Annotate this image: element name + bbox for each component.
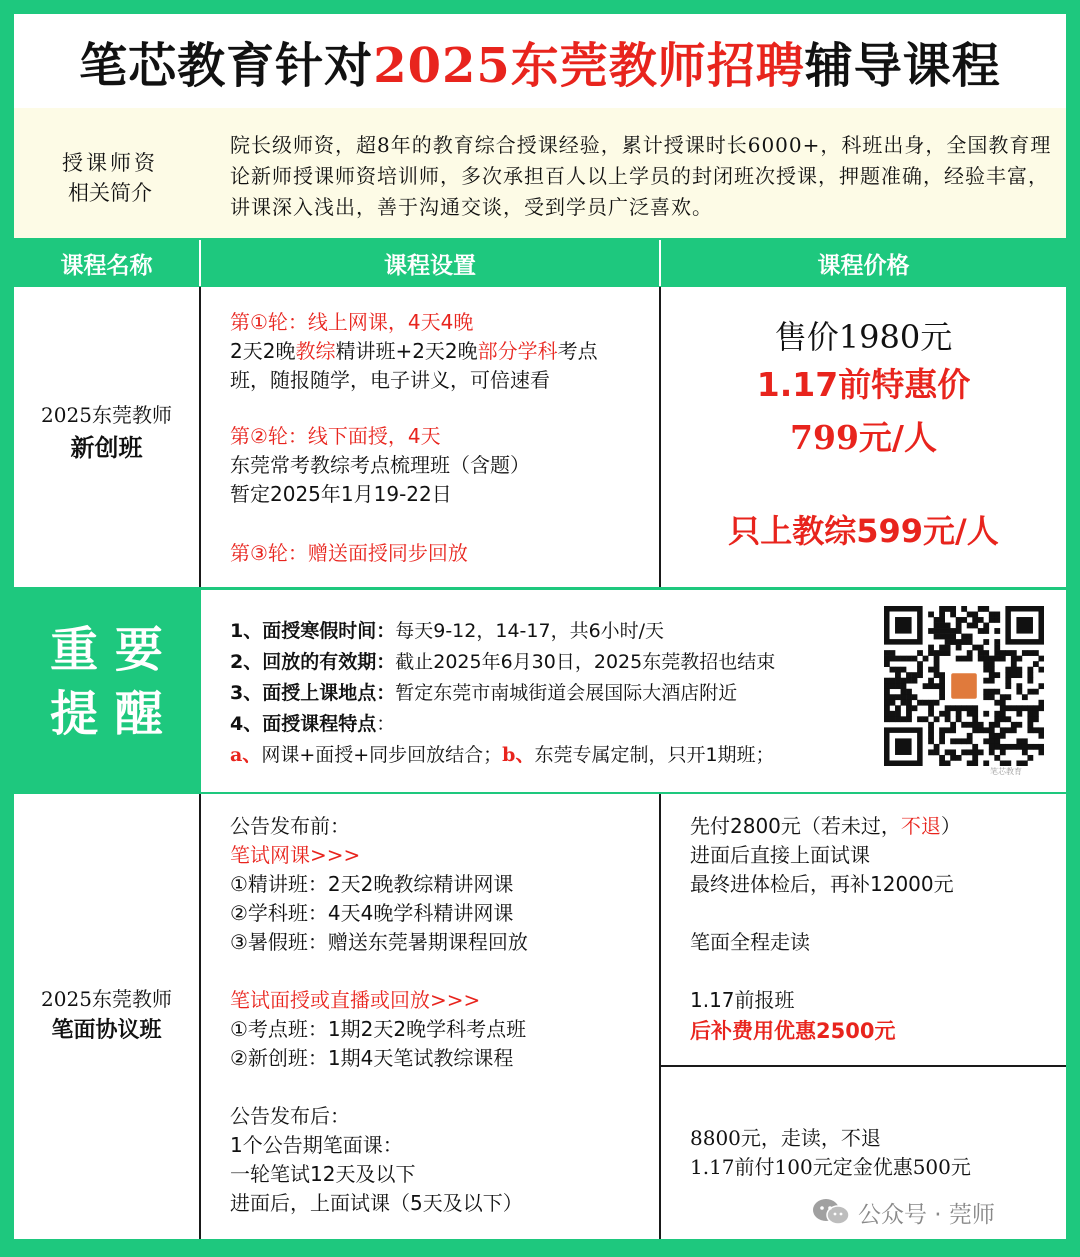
reminder-item-text: 暂定东莞市南城街道会展国际大酒店附近 [395, 682, 738, 704]
highlight: 不退 [900, 814, 941, 838]
course1-name-line1: 2025东莞教师 [41, 403, 172, 427]
feature-text: 东莞专属定制，只开1期班； [534, 744, 775, 766]
reminder-features [230, 740, 870, 771]
watermark-text: 公众号 · 莞师 [858, 1201, 995, 1228]
reminder-item-text: 截止2025年6月30日，2025东莞教招也结束 [395, 651, 776, 673]
text: 第③轮：赠送 [230, 541, 348, 565]
row-divider [659, 794, 661, 1239]
reminder-title [14, 618, 199, 746]
intro-label-line2: 相关简介 [68, 181, 152, 205]
course2-price-b [690, 1124, 1062, 1182]
highlight: 部分学科 [477, 339, 558, 363]
reminder-item-label: 1、面授寒假时间： [230, 620, 396, 642]
course2-online-item: ①精讲班：2天2晚教综精讲网课 [230, 872, 514, 896]
price-b-line: 8800元，走读，不退 [690, 1126, 881, 1150]
course1-round3 [230, 539, 655, 568]
course1-name [14, 400, 199, 466]
qr-caption: 笔芯教育 [990, 767, 1022, 776]
course1-price [661, 314, 1066, 554]
price-a-line: 最终进体检后，再补12000元 [690, 872, 954, 896]
reminder-item-text: ： [376, 713, 396, 735]
teacher-intro-label [50, 148, 170, 208]
course2-name [14, 984, 199, 1048]
text: ） [940, 814, 961, 838]
course2-price-a [690, 812, 1062, 1048]
course2-after-item: 进面后，上面试课（5天及以下） [230, 1191, 523, 1215]
price-a-line [690, 812, 1062, 841]
title-part2: 2025东莞教师招聘 [373, 37, 805, 94]
header-course-setup: 课程设置 [384, 252, 476, 279]
highlight: 教综 [295, 339, 336, 363]
header-divider [199, 240, 201, 286]
course1-price-line3: 799元/人 [790, 418, 937, 457]
course2-after: 公告发布后： [230, 1104, 350, 1128]
course2-online-item: ③暑假班：赠送东莞暑期课程回放 [230, 930, 528, 954]
title-part1: 笔芯教育针对 [79, 37, 374, 94]
reminder-title-line1: 重 要 [50, 622, 163, 678]
reminder-item-label: 2、回放的有效期： [230, 651, 396, 673]
course1-round2-line2: 暂定2025年1月19-22日 [230, 482, 452, 506]
feature-label: a、 [230, 744, 262, 766]
reminder-item [230, 678, 870, 709]
text: 先付2800元（若未过， [690, 814, 901, 838]
course2-setup [230, 812, 655, 1218]
text: 精讲班+2天2晚 [335, 339, 478, 363]
course1-name-line2: 新创班 [70, 434, 143, 462]
wechat-icon [812, 1197, 850, 1227]
price-a-highlight: 后补费用优惠2500元 [690, 1019, 896, 1043]
reminder-item [230, 647, 870, 678]
qr-code [884, 606, 1044, 766]
feature-label: b、 [502, 744, 535, 766]
course2-after-item: 1个公告期笔面课： [230, 1133, 403, 1157]
header-course-name: 课程名称 [60, 252, 153, 279]
intro-label-line1: 授课师资 [62, 151, 158, 175]
course1-price-line4: 只上教综599元/人 [728, 512, 999, 550]
watermark [812, 1196, 995, 1228]
text: 考点 [557, 339, 598, 363]
course2-after-item: 一轮笔试12天及以下 [230, 1162, 416, 1186]
highlight: 面授同步回放 [347, 541, 468, 565]
course2-online-title: 笔试网课>>> [230, 843, 361, 867]
course2-offline-item: ①考点班：1期2天2晚学科考点班 [230, 1017, 527, 1041]
header-divider [659, 240, 661, 286]
row-divider [199, 794, 201, 1239]
course2-name-line1: 2025东莞教师 [41, 987, 172, 1011]
course2-online-item: ②学科班：4天4晚学科精讲网课 [230, 901, 514, 925]
reminder-list [230, 616, 870, 771]
course1-price-line2: 1.17前特惠价 [756, 365, 971, 404]
course1-round1-title: 第①轮：线上网课，4天4晚 [230, 310, 474, 334]
price-a-line: 笔面全程走读 [690, 930, 810, 954]
reminder-item-label: 4、面授课程特点 [230, 713, 377, 735]
course1-round2-line1: 东莞常考教综考点梳理班（含题） [230, 453, 530, 477]
reminder-item [230, 709, 870, 740]
price-a-line: 进面后直接上面试课 [690, 843, 870, 867]
row-divider [199, 287, 201, 587]
reminder-item-label: 3、面授上课地点： [230, 682, 396, 704]
feature-text: 网课+面授+同步回放结合； [261, 744, 503, 766]
reminder-item [230, 616, 870, 647]
text: 2天2晚 [230, 339, 296, 363]
title-part3: 辅导课程 [804, 37, 1001, 94]
qr-code-graphic [884, 606, 1044, 766]
course1-round2-title: 第②轮：线下面授，4天 [230, 424, 441, 448]
course1-round1-line2: 班，随报随学，电子讲义，可倍速看 [230, 368, 550, 392]
price-a-line: 1.17前报班 [690, 988, 795, 1012]
price-b-line: 1.17前付100元定金优惠500元 [690, 1155, 971, 1179]
price-divider [661, 1065, 1066, 1067]
reminder-item-text: 每天9-12，14-17，共6小时/天 [395, 620, 665, 642]
course1-round1-line1 [230, 337, 655, 366]
course2-before: 公告发布前： [230, 814, 350, 838]
course1-setup [230, 308, 655, 568]
header-course-price: 课程价格 [817, 252, 910, 279]
course2-offline-title: 笔试面授或直播或回放>>> [230, 988, 481, 1012]
course2-name-line2: 笔面协议班 [51, 1018, 162, 1043]
course1-price-line1: 售价1980元 [774, 318, 953, 356]
course2-offline-item: ②新创班：1期4天笔试教综课程 [230, 1046, 514, 1070]
teacher-intro-text: 院长级师资，超8年的教育综合授课经验，累计授课时长6000+，科班出身，全国教育理论新师授课师资培训师，多次承担百人以上学员的封闭班次授课，押题准确，经验丰富，讲课深入浅出，善于沟通交谈，受到学员广泛喜欢。 [230, 133, 1052, 219]
page-title [14, 14, 1066, 108]
reminder-title-line2: 提 醒 [50, 686, 163, 742]
